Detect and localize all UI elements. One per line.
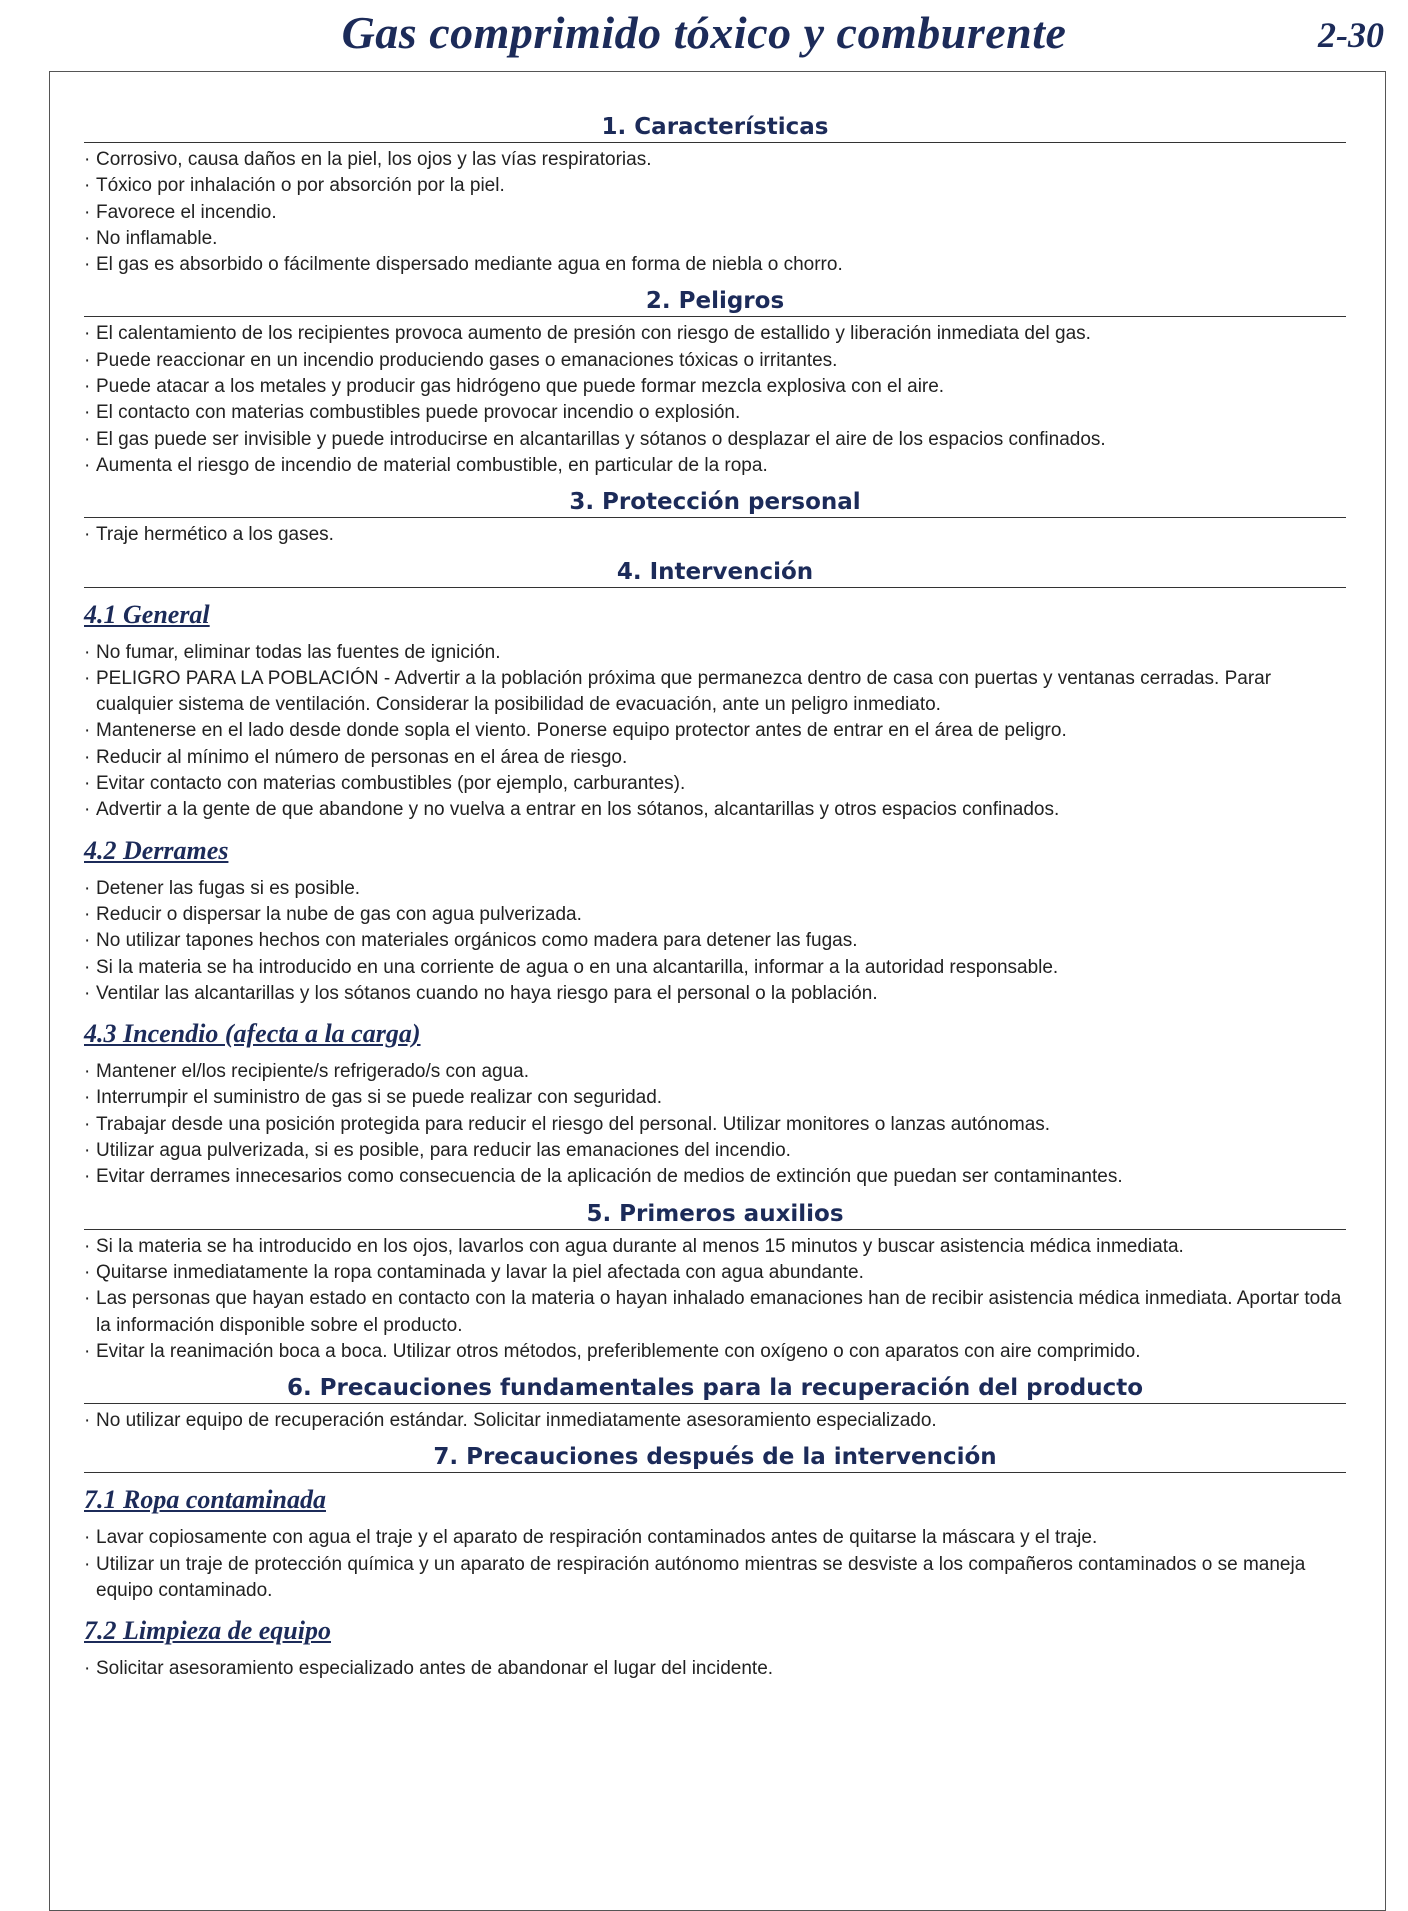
list-item: · Puede atacar a los metales y producir gas hidrógeno que puede formar mezcla explosiva con el aire. [84,374,1346,400]
section-title: 4. Intervención [84,559,1346,588]
list-item: · El contacto con materias combustibles puede provocar incendio o explosión. [84,400,1346,426]
list-item: · Trabajar desde una posición protegida para reducir el riesgo del personal. Utilizar monitores o lanzas autónomas. [84,1112,1346,1138]
list-item: · Quitarse inmediatamente la ropa contaminada y lavar la piel afectada con agua abundante. [84,1260,1346,1286]
list-item: · No utilizar tapones hechos con materiales orgánicos como madera para detener las fugas. [84,928,1346,954]
list-item: · Detener las fugas si es posible. [84,876,1346,902]
section-7-precauciones-despues-de-la-intervencion [84,1444,1346,1682]
list-item: · Mantenerse en el lado desde donde sopla el viento. Ponerse equipo protector antes de entrar en el área de peligro. [84,718,1346,744]
section-title: 7. Precauciones después de la intervención [84,1444,1346,1473]
item-list [84,147,1346,278]
item-list [84,1656,1346,1682]
list-item: · No inflamable. [84,226,1346,252]
list-item: · Solicitar asesoramiento especializado antes de abandonar el lugar del incidente. [84,1656,1346,1682]
list-item: · Interrumpir el suministro de gas si se puede realizar con seguridad. [84,1085,1346,1111]
document-body [84,104,1346,1689]
list-item: · Lavar copiosamente con agua el traje y el aparato de respiración contaminados antes de quitarse la máscara y el traje. [84,1525,1346,1551]
item-list [84,1408,1346,1434]
list-item: · Advertir a la gente de que abandone y no vuelva a entrar en los sótanos, alcantarillas y otros espacios confinados. [84,797,1346,823]
section-6-precauciones-fundamentales-para-la-recuperacion-del-producto [84,1375,1346,1434]
section-2-peligros [84,288,1346,479]
item-list [84,1525,1346,1604]
item-list [84,1059,1346,1190]
list-item: · Utilizar un traje de protección química y un aparato de respiración autónomo mientras se desviste a los compañeros contaminados o se maneja equipo contaminado. [84,1552,1346,1605]
subsection-title-7-1-ropa-contaminada: 7.1 Ropa contaminada [84,1485,326,1515]
page-title: Gas comprimido tóxico y comburente [341,7,1067,58]
list-item: · Evitar contacto con materias combustibles (por ejemplo, carburantes). [84,771,1346,797]
list-item: · Evitar derrames innecesarios como consecuencia de la aplicación de medios de extinción que puedan ser contaminantes. [84,1164,1346,1190]
list-item: · Si la materia se ha introducido en los ojos, lavarlos con agua durante al menos 15 minutos y buscar asistencia médica inmediata. [84,1234,1346,1260]
list-item: · El calentamiento de los recipientes provoca aumento de presión con riesgo de estallido y liberación inmediata del gas. [84,321,1346,347]
list-item: · Ventilar las alcantarillas y los sótanos cuando no haya riesgo para el personal o la población. [84,981,1346,1007]
page-number: 2-30 [1318,15,1384,55]
item-list [84,640,1346,824]
subsection-title-7-2-limpieza-de-equipo: 7.2 Limpieza de equipo [84,1616,331,1646]
list-item: · Traje hermético a los gases. [84,522,1346,548]
subsection-title-4-3-incendio-afecta-a-la-carga: 4.3 Incendio (afecta a la carga) [84,1019,421,1049]
subsection-title-4-2-derrames: 4.2 Derrames [84,835,229,865]
section-title: 5. Primeros auxilios [84,1201,1346,1230]
item-list [84,876,1346,1007]
list-item: · Tóxico por inhalación o por absorción por la piel. [84,173,1346,199]
item-list [84,1234,1346,1365]
list-item: · Utilizar agua pulverizada, si es posible, para reducir las emanaciones del incendio. [84,1138,1346,1164]
section-3-proteccion-personal [84,489,1346,548]
list-item: · Corrosivo, causa daños en la piel, los ojos y las vías respiratorias. [84,147,1346,173]
page-header [0,0,1408,70]
list-item: · Favorece el incendio. [84,200,1346,226]
list-item: · Mantener el/los recipiente/s refrigerado/s con agua. [84,1059,1346,1085]
list-item: · El gas puede ser invisible y puede introducirse en alcantarillas y sótanos o desplazar el aire de los espacios confinados. [84,427,1346,453]
section-5-primeros-auxilios [84,1201,1346,1365]
list-item: · PELIGRO PARA LA POBLACIÓN - Advertir a la población próxima que permanezca dentro de casa con puertas y ventanas cerradas. Parar cualquier sistema de ventilación. Considerar la posibilidad de evacuación, ante un peligro inmediato. [84,666,1346,719]
section-title: 1. Características [84,114,1346,143]
section-1-caracteristicas [84,114,1346,278]
list-item: · No utilizar equipo de recuperación estándar. Solicitar inmediatamente asesoramiento especializado. [84,1408,1346,1434]
subsection-title-4-1-general: 4.1 General [84,599,210,629]
list-item: · Si la materia se ha introducido en una corriente de agua o en una alcantarilla, informar a la autoridad responsable. [84,955,1346,981]
list-item: · El gas es absorbido o fácilmente dispersado mediante agua en forma de niebla o chorro. [84,252,1346,278]
item-list [84,522,1346,548]
list-item: · Las personas que hayan estado en contacto con la materia o hayan inhalado emanaciones han de recibir asistencia médica inmediata. Aportar toda la información disponible sobre el producto. [84,1286,1346,1339]
list-item: · Reducir al mínimo el número de personas en el área de riesgo. [84,745,1346,771]
section-title: 6. Precauciones fundamentales para la recuperación del producto [84,1375,1346,1404]
list-item: · Evitar la reanimación boca a boca. Utilizar otros métodos, preferiblemente con oxígeno o con aparatos con aire comprimido. [84,1339,1346,1365]
section-4-intervencion [84,559,1346,1191]
list-item: · Puede reaccionar en un incendio produciendo gases o emanaciones tóxicas o irritantes. [84,348,1346,374]
list-item: · No fumar, eliminar todas las fuentes de ignición. [84,640,1346,666]
item-list [84,321,1346,479]
list-item: · Aumenta el riesgo de incendio de material combustible, en particular de la ropa. [84,453,1346,479]
section-title: 3. Protección personal [84,489,1346,518]
list-item: · Reducir o dispersar la nube de gas con agua pulverizada. [84,902,1346,928]
section-title: 2. Peligros [84,288,1346,317]
